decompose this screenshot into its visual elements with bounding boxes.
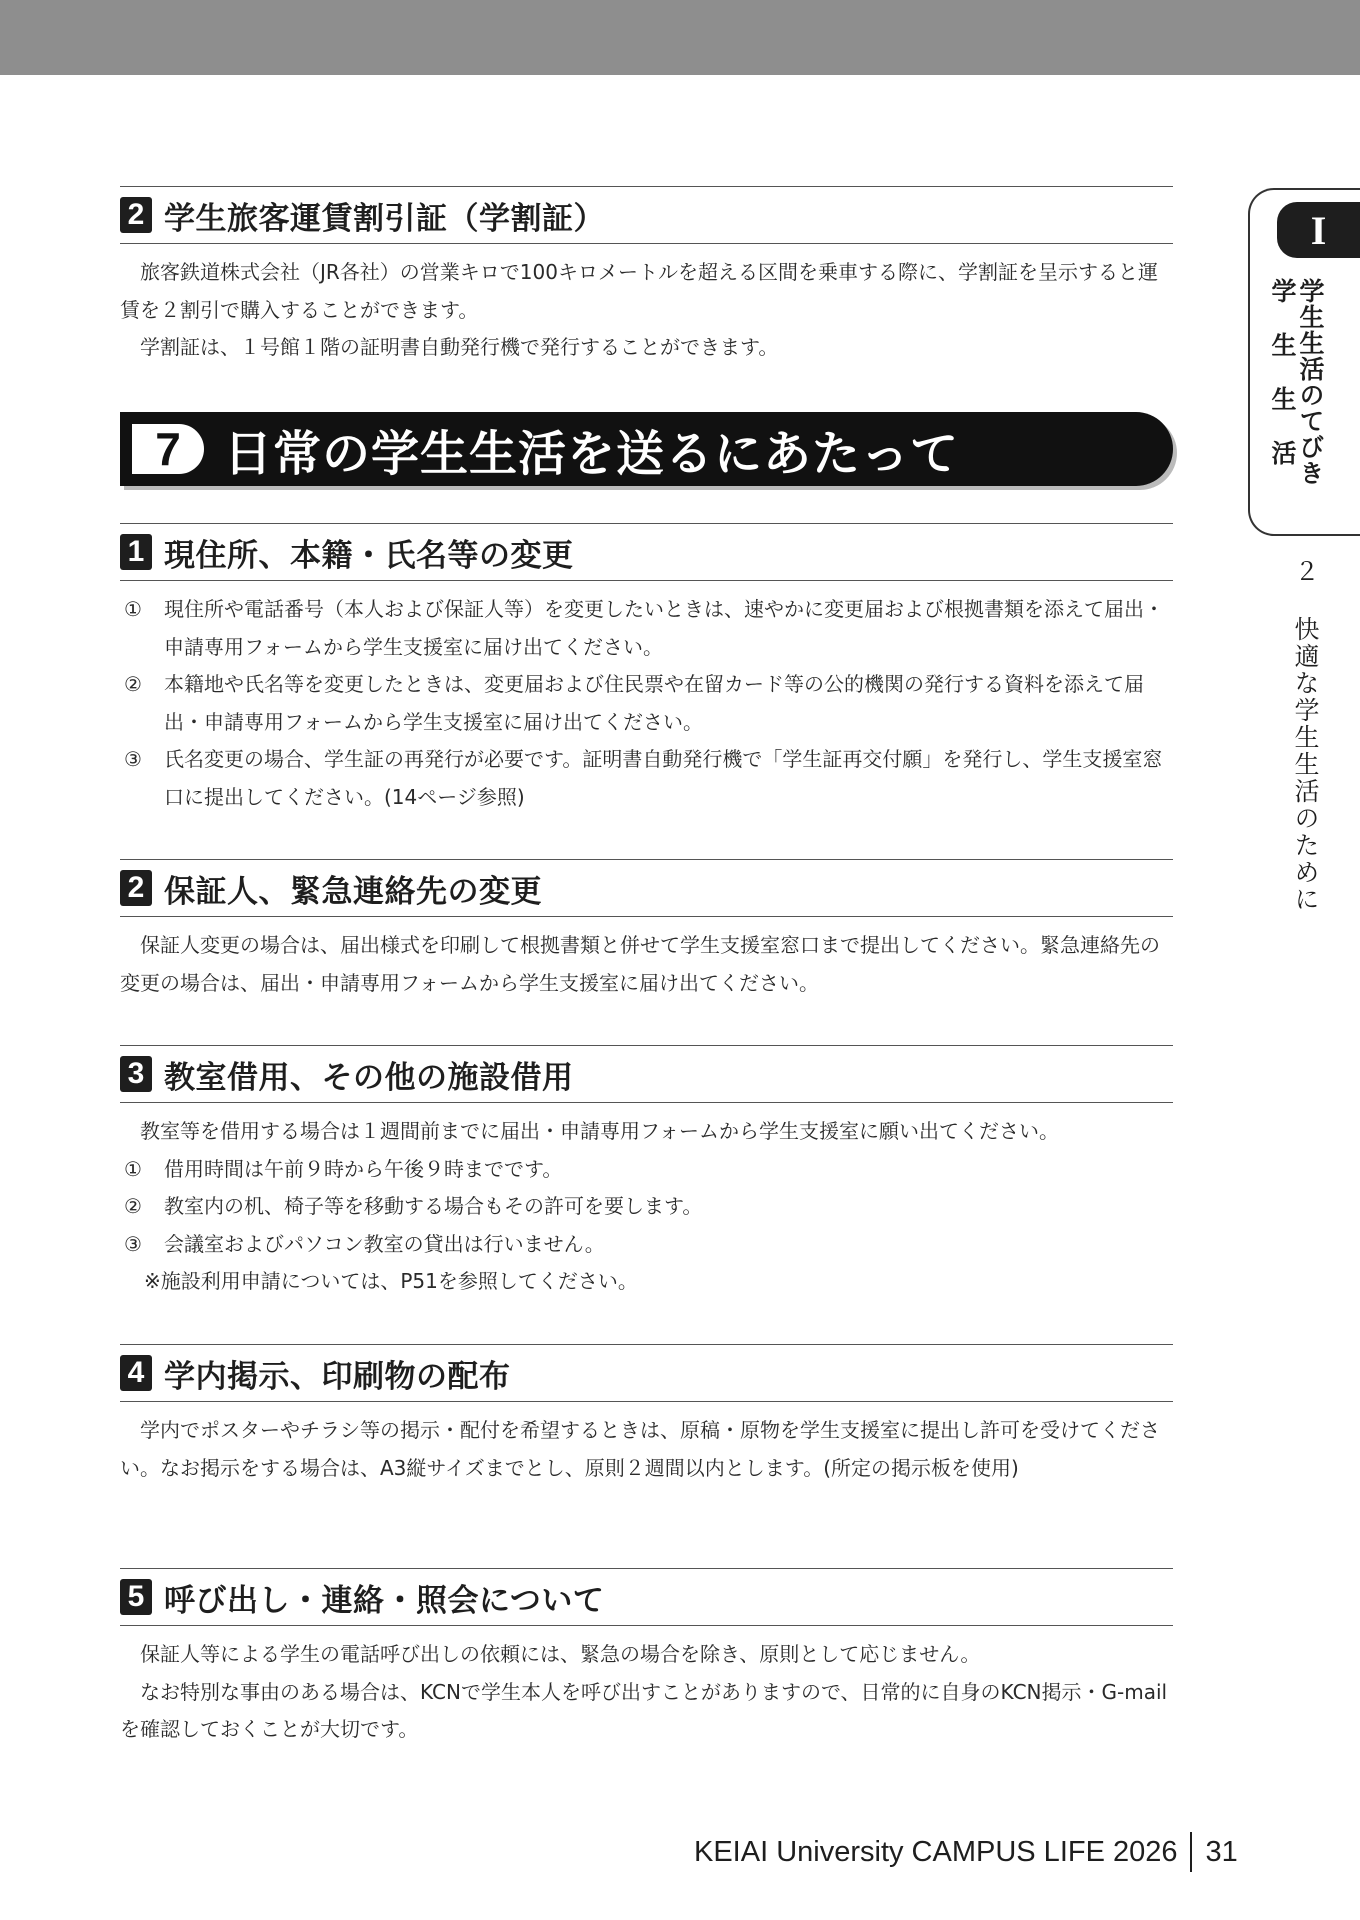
paragraph: 学内でポスターやチラシ等の掲示・配付を希望するときは、原稿・原物を学生支援室に提出し許可を受けてください。なお掲示をする場合は、A3縦サイズまでとし、原則２週間以内とします。(所定の掲示板を使用) (120, 1418, 1160, 1480)
list-text: 氏名変更の場合、学生証の再発行が必要です。証明書自動発行機で「学生証再交付願」を発行し、学生支援室窓口に提出してください。(14ページ参照) (164, 747, 1163, 809)
section-heading (120, 186, 1173, 244)
list-marker: ② (124, 672, 142, 696)
paragraph: 保証人等による学生の電話呼び出しの依頼には、緊急の場合を除き、原則として応じません。 (140, 1642, 981, 1666)
section-number-badge: 2 (120, 197, 152, 233)
paragraph: 教室等を借用する場合は１週間前までに届出・申請専用フォームから学生支援室に願い出てください。 (140, 1119, 1059, 1143)
side-chapter-label: ２ 快適な学生生活のために (1291, 558, 1320, 913)
section-address-change (120, 523, 1173, 816)
paragraph: 旅客鉄道株式会社（JR各社）の営業キロで100キロメートルを超える区間を乗車する際に、学割証を呈示すると運賃を２割引で購入することができます。 (120, 260, 1158, 322)
chapter-roman-numeral: I (1277, 202, 1360, 258)
chapter-number: 7 (132, 424, 204, 474)
list-item (120, 591, 1173, 666)
list-marker: ③ (124, 1231, 142, 1256)
section-guarantor-change (120, 859, 1173, 1002)
list-text: 借用時間は午前９時から午後９時までです。 (164, 1156, 563, 1181)
page-footer (694, 1832, 1238, 1872)
list-item (120, 1226, 1173, 1264)
paragraph: なお特別な事由のある場合は、KCNで学生本人を呼び出すことがありますので、日常的に自身のKCN掲示・G-mailを確認しておくことが大切です。 (120, 1679, 1168, 1741)
page-number: 31 (1205, 1835, 1238, 1868)
list-item (120, 1188, 1173, 1226)
section-body (120, 1636, 1173, 1749)
section-body (120, 591, 1173, 816)
side-tab-subtitle: 学生生活 (1268, 278, 1297, 494)
section-heading (120, 523, 1173, 581)
section-body (120, 1412, 1173, 1487)
list-text: 教室内の机、椅子等を移動する場合もその許可を要します。 (164, 1194, 703, 1218)
paragraph: 保証人変更の場合は、届出様式を印刷して根拠書類と併せて学生支援室窓口まで提出してください。緊急連絡先の変更の場合は、届出・申請専用フォームから学生支援室に届け出てください。 (120, 933, 1160, 995)
section-contact (120, 1568, 1173, 1749)
list-marker: ③ (124, 747, 142, 771)
list-marker: ② (124, 1194, 142, 1218)
top-bar (0, 0, 1360, 75)
chapter-heading (120, 412, 1173, 486)
list-text: 会議室およびパソコン教室の貸出は行いません。 (164, 1231, 605, 1256)
section-title: 現住所、本籍・氏名等の変更 (164, 537, 574, 574)
section-number-badge: 2 (120, 870, 152, 906)
list-text: 現住所や電話番号（本人および保証人等）を変更したいときは、速やかに変更届および根拠書類を添えて届出・申請専用フォームから学生支援室に届け出てください。 (164, 597, 1164, 659)
section-title: 教室借用、その他の施設借用 (164, 1059, 574, 1096)
chapter-title: 日常の学生生活を送るにあたって (224, 425, 960, 482)
section-heading (120, 1045, 1173, 1103)
list-item (120, 666, 1173, 741)
section-heading (120, 1568, 1173, 1626)
section-title: 呼び出し・連絡・照会について (164, 1582, 605, 1619)
section-heading (120, 859, 1173, 917)
section-room-borrowing (120, 1045, 1173, 1301)
paragraph: 学割証は、１号館１階の証明書自動発行機で発行することができます。 (140, 335, 779, 359)
note: ※施設利用申請については、P51を参照してください。 (144, 1269, 638, 1293)
side-tab-title: 学生生活のてびき (1296, 278, 1325, 486)
section-number-badge: 1 (120, 534, 152, 570)
list-marker: ① (124, 597, 142, 621)
footer-title: KEIAI University CAMPUS LIFE 2026 (694, 1835, 1178, 1868)
footer-divider (1190, 1832, 1192, 1872)
list-item (120, 741, 1173, 816)
list-item (120, 1151, 1173, 1189)
section-title: 保証人、緊急連絡先の変更 (164, 873, 542, 910)
section-notices (120, 1344, 1173, 1487)
section-body (120, 1113, 1173, 1301)
section-number-badge: 5 (120, 1579, 152, 1615)
list-marker: ① (124, 1156, 142, 1181)
section-heading (120, 1344, 1173, 1402)
section-number-badge: 4 (120, 1355, 152, 1391)
section-number-badge: 3 (120, 1056, 152, 1092)
list-text: 本籍地や氏名等を変更したときは、変更届および住民票や在留カード等の公的機関の発行する資料を添えて届出・申請専用フォームから学生支援室に届け出てください。 (164, 672, 1144, 734)
section-body (120, 254, 1173, 367)
section-student-discount (120, 186, 1173, 367)
section-body (120, 927, 1173, 1002)
section-title: 学内掲示、印刷物の配布 (164, 1358, 511, 1395)
section-title: 学生旅客運賃割引証（学割証） (164, 200, 605, 237)
